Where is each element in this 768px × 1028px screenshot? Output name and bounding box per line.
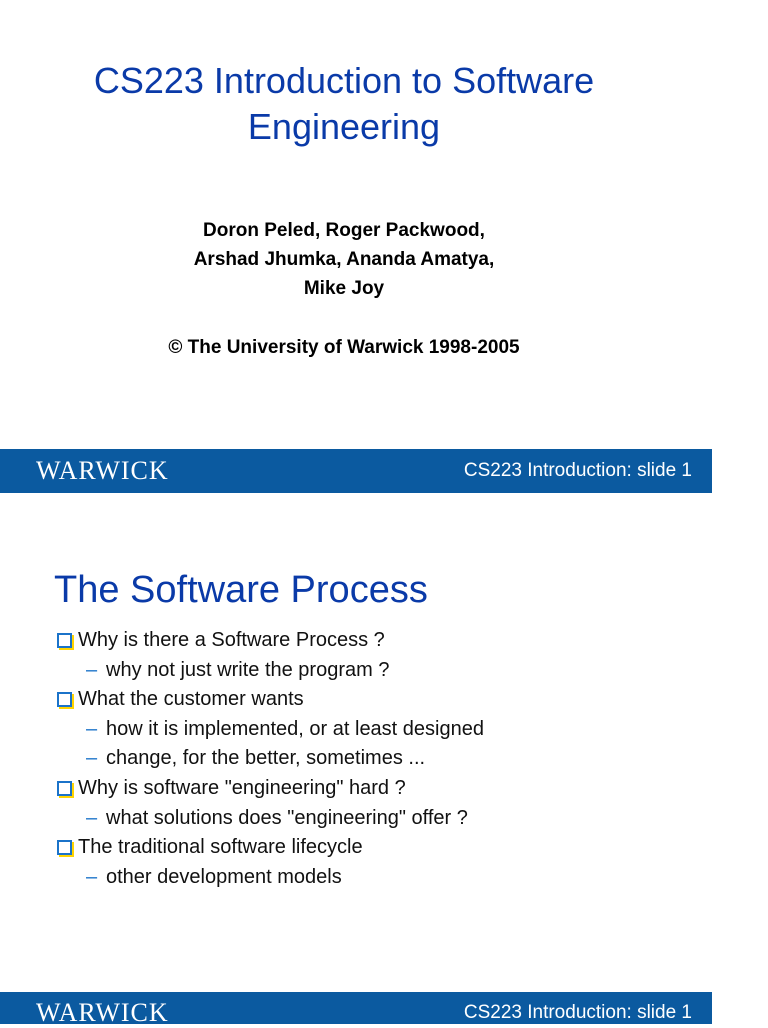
sub-bullet-text: how it is implemented, or at least designed <box>106 717 484 740</box>
sub-bullet-item <box>56 863 696 893</box>
bullet-item <box>56 626 696 656</box>
bullet-text: Why is there a Software Process ? <box>78 629 385 651</box>
slide2-bullet-list <box>56 626 696 892</box>
slide1-authors <box>0 216 688 303</box>
slide1-title <box>0 58 688 150</box>
checkbox-bullet-icon <box>57 781 72 796</box>
slide2-footer <box>0 992 712 1027</box>
sub-bullet-text: why not just write the program ? <box>106 658 390 681</box>
bullet-text: The traditional software lifecycle <box>78 836 363 859</box>
dash-bullet-icon: – <box>86 717 98 740</box>
bullet-item <box>56 833 696 863</box>
warwick-logo: WARWICK <box>36 998 169 1027</box>
bullet-text: Why is software "engineering" hard ? <box>78 776 406 799</box>
checkbox-bullet-icon <box>57 692 72 707</box>
checkbox-bullet-icon <box>57 840 72 855</box>
slide2-footer-label: CS223 Introduction: slide 1 <box>463 1002 692 1023</box>
sub-bullet-text: other development models <box>106 865 342 888</box>
slide1-title-line2: Engineering <box>247 106 441 147</box>
bullet-item <box>56 774 696 804</box>
sub-bullet-item <box>56 744 696 774</box>
warwick-logo: WARWICK <box>36 456 169 485</box>
author-line: Mike Joy <box>303 278 385 299</box>
sub-bullet-text: what solutions does "engineering" offer ? <box>106 806 468 829</box>
dash-bullet-icon: – <box>86 806 98 829</box>
sub-bullet-item <box>56 804 696 834</box>
slide1-copyright: © The University of Warwick 1998-2005 <box>168 337 520 358</box>
dash-bullet-icon: – <box>86 747 98 770</box>
author-line: Arshad Jhumka, Ananda Amatya, <box>193 249 495 270</box>
dash-bullet-icon: – <box>86 658 98 681</box>
bullet-item <box>56 685 696 715</box>
checkbox-bullet-icon <box>57 633 72 648</box>
author-line: Doron Peled, Roger Packwood, <box>203 220 485 241</box>
slide2-title: The Software Process <box>54 569 428 611</box>
slide1-footer-label: CS223 Introduction: slide 1 <box>463 460 692 481</box>
dash-bullet-icon: – <box>86 865 98 888</box>
sub-bullet-text: change, for the better, sometimes ... <box>106 747 426 770</box>
slide1-footer <box>0 449 712 493</box>
sub-bullet-item <box>56 656 696 686</box>
slide1-title-line1: CS223 Introduction to Software <box>93 60 595 101</box>
sub-bullet-item <box>56 715 696 745</box>
bullet-text: What the customer wants <box>78 688 304 711</box>
